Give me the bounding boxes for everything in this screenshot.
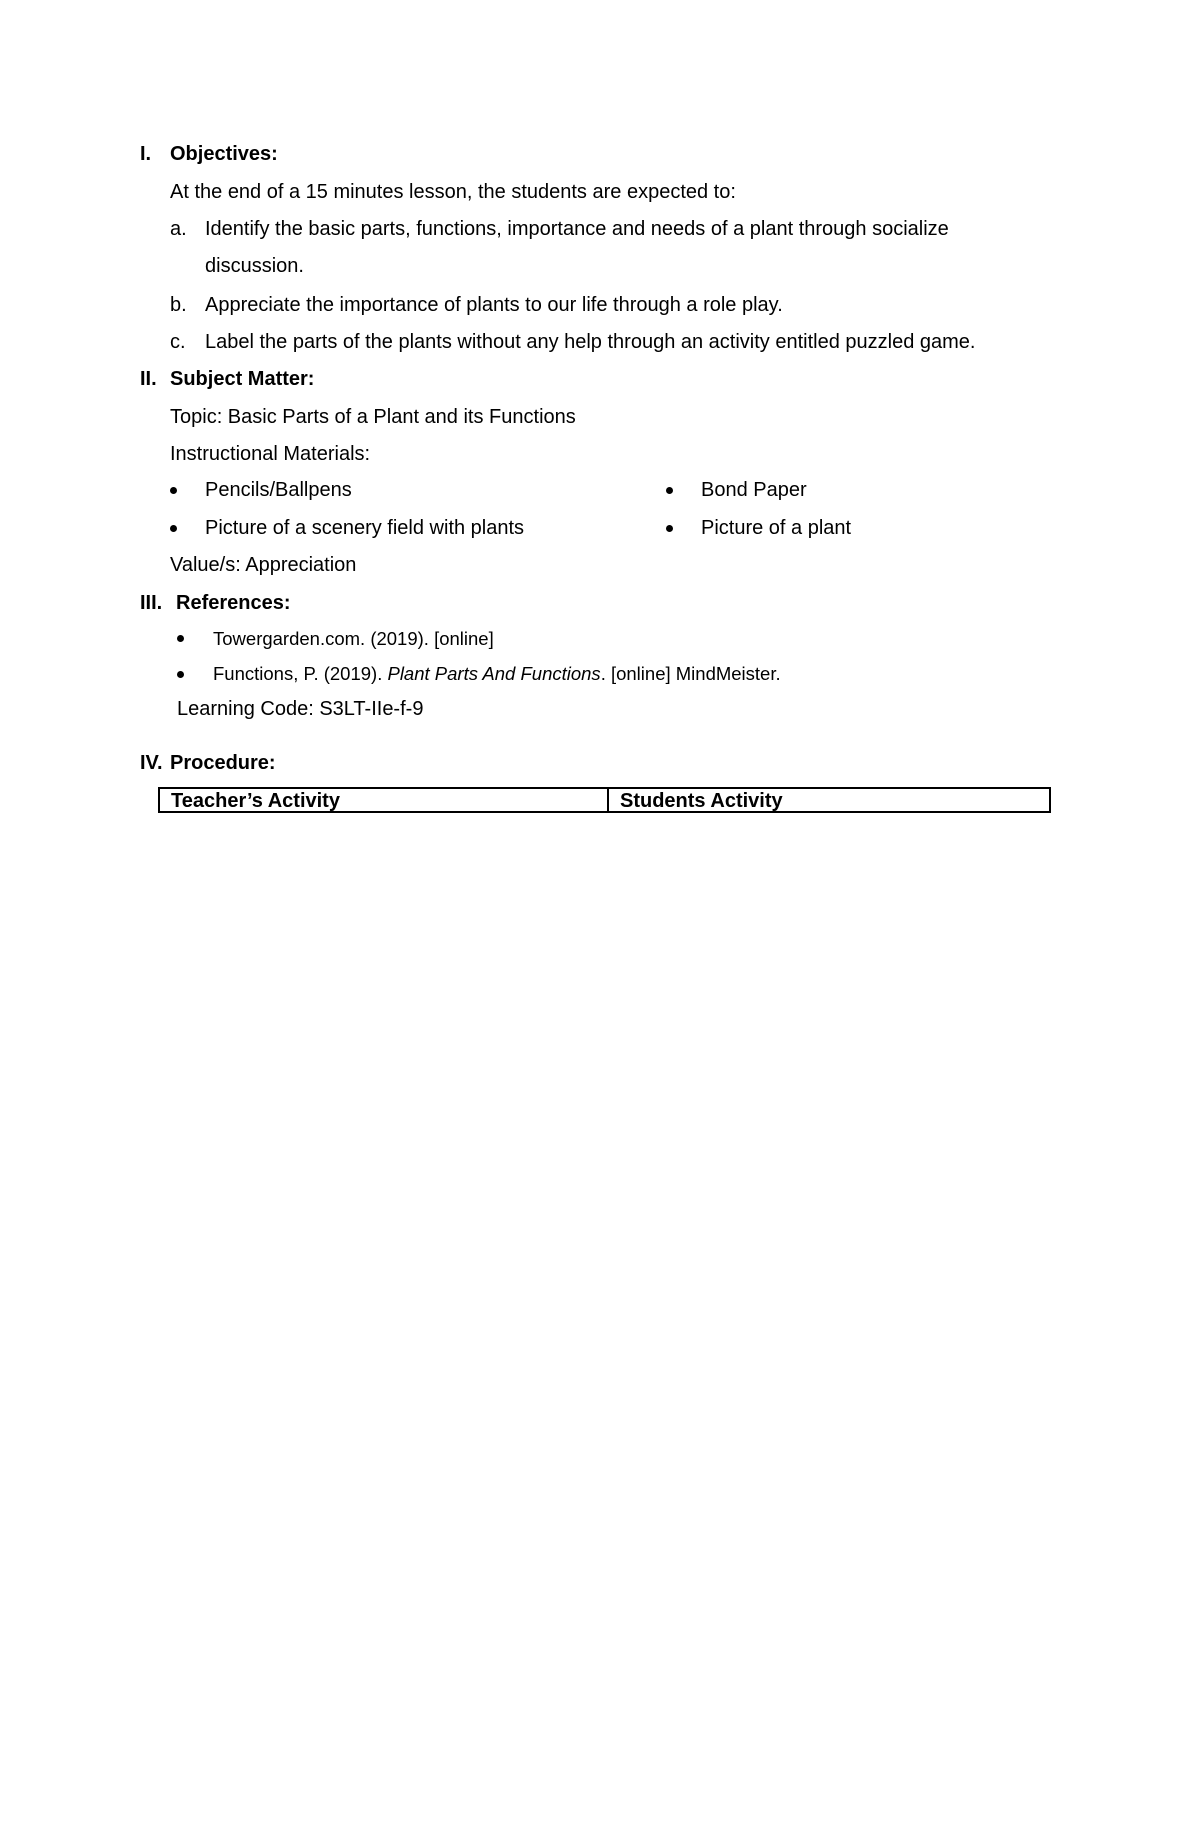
- objective-c-text: Label the parts of the plants without any help through an activity entitled puzzled game.: [205, 331, 976, 353]
- objectives-intro: At the end of a 15 minutes lesson, the students are expected to:: [170, 181, 736, 203]
- bullet-icon: [177, 671, 184, 678]
- material-item: Picture of a plant: [701, 517, 852, 539]
- section-2-heading: Subject Matter:: [170, 368, 315, 390]
- values-line: Value/s: Appreciation: [170, 554, 357, 576]
- section-1-numeral: I.: [140, 143, 152, 165]
- objective-a-text: Identify the basic parts, functions, importance and needs of a plant through socialize: [205, 218, 949, 240]
- reference-2-source: . [online] MindMeister.: [600, 663, 781, 684]
- table-header-students: Students Activity: [620, 790, 783, 812]
- reference-2-title: Plant Parts And Functions: [387, 663, 601, 684]
- section-4-numeral: IV.: [140, 752, 163, 774]
- reference-2-authors: Functions, P. (2019).: [213, 663, 388, 684]
- procedure-table: [158, 787, 1051, 813]
- objective-c-marker: c.: [170, 331, 186, 353]
- objective-b-text: Appreciate the importance of plants to our life through a role play.: [205, 294, 783, 316]
- section-3-numeral: III.: [140, 592, 163, 614]
- topic-line: Topic: Basic Parts of a Plant and its Functions: [170, 406, 576, 428]
- material-item: Picture of a scenery field with plants: [205, 517, 525, 539]
- bullet-icon: [170, 487, 177, 494]
- learning-code: Learning Code: S3LT-IIe-f-9: [177, 698, 424, 720]
- section-1-heading: Objectives:: [170, 143, 278, 165]
- section-4-heading: Procedure:: [170, 752, 276, 774]
- reference-2: [213, 662, 781, 686]
- bullet-icon: [666, 487, 673, 494]
- section-3-heading: References:: [176, 592, 291, 614]
- objective-b-marker: b.: [170, 294, 187, 316]
- materials-label: Instructional Materials:: [170, 443, 371, 465]
- section-2-numeral: II.: [140, 368, 157, 390]
- objective-a-marker: a.: [170, 218, 187, 240]
- bullet-icon: [177, 635, 184, 642]
- material-item: Bond Paper: [701, 479, 807, 501]
- table-header-teacher: Teacher’s Activity: [160, 789, 609, 811]
- objective-a-text-cont: discussion.: [205, 255, 304, 277]
- bullet-icon: [170, 525, 177, 532]
- bullet-icon: [666, 525, 673, 532]
- reference-1: Towergarden.com. (2019). [online]: [213, 628, 494, 649]
- material-item: Pencils/Ballpens: [205, 479, 352, 501]
